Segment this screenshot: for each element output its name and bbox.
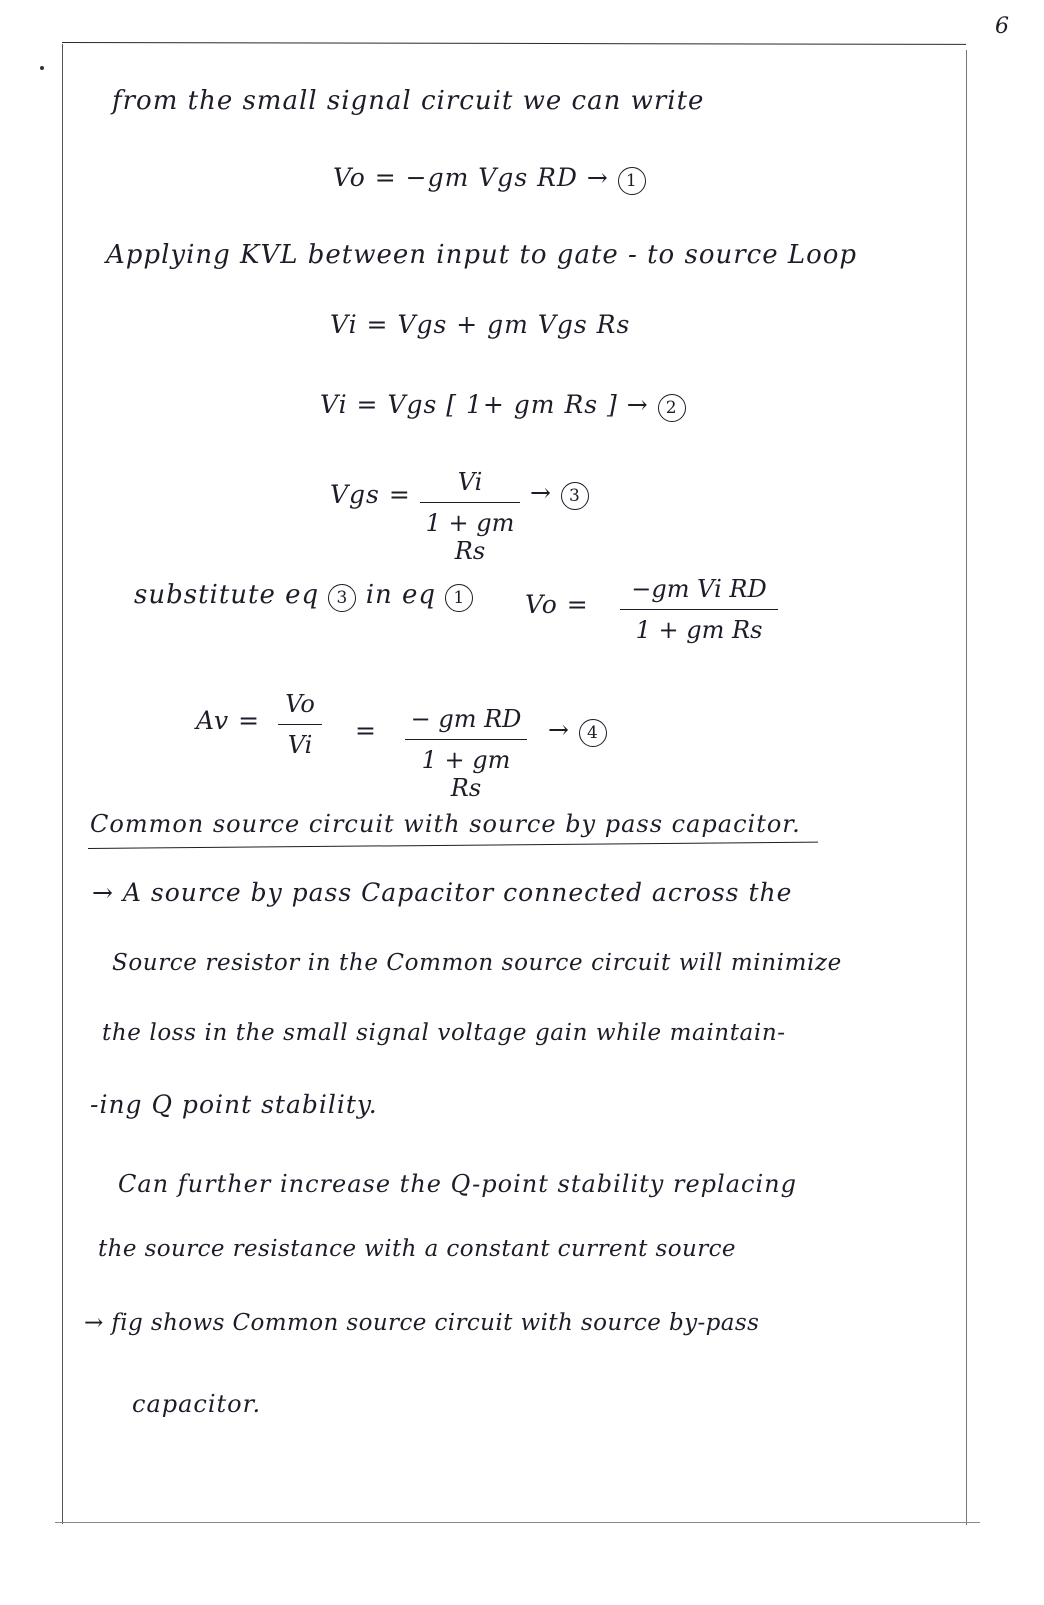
fraction-bar <box>420 502 520 503</box>
equation-4-lhs: Vgs = <box>330 480 411 509</box>
equation-5-numerator: −gm Vi RD <box>631 575 767 603</box>
margin-dot <box>40 66 44 70</box>
fraction-bar <box>278 724 322 725</box>
equation-3-text: Vi = Vgs [ 1+ gm Rs ] → <box>320 390 649 419</box>
equation-4-arrow-group <box>530 478 589 510</box>
equation-6-ratio-denominator: Vi <box>287 731 313 759</box>
paragraph-line-3: the loss in the small signal voltage gain while maintain- <box>102 1020 786 1046</box>
equation-tag-3: 3 <box>561 482 589 510</box>
equation-4-denominator: 1 + gm Rs <box>425 509 515 565</box>
equation-tag-4: 4 <box>579 719 607 747</box>
equation-1-text: Vo = −gm Vgs RD → <box>333 163 609 192</box>
equation-5-lhs: Vo = <box>525 590 589 619</box>
equation-6-fraction <box>405 705 527 802</box>
text-line-2: Applying KVL between input to gate - to source Loop <box>106 240 858 270</box>
page-number: 6 <box>995 14 1009 39</box>
fraction-bar <box>405 739 527 740</box>
paragraph-line-4: -ing Q point stability. <box>90 1090 378 1119</box>
equation-5-fraction <box>620 575 778 644</box>
equation-4-arrow: → <box>530 478 552 507</box>
equation-3 <box>320 390 686 422</box>
paragraph-line-1: → A source by pass Capacitor connected across the <box>92 878 793 907</box>
equation-1 <box>333 163 646 195</box>
equation-5-denominator: 1 + gm Rs <box>635 616 763 644</box>
paragraph-line-7: → fig shows Common source circuit with source by-pass <box>84 1310 760 1336</box>
text-line-1: from the small signal circuit we can write <box>112 86 705 116</box>
heading-underline <box>88 842 818 849</box>
paragraph-line-5: Can further increase the Q-point stability replacing <box>118 1170 797 1198</box>
paragraph-line-8: capacitor. <box>132 1390 262 1418</box>
ref-tag-1: 1 <box>445 584 473 612</box>
equation-6-equals: = <box>355 716 377 745</box>
equation-6-numerator: − gm RD <box>410 705 522 733</box>
paragraph-line-2: Source resistor in the Common source circuit will minimize <box>112 950 842 976</box>
equation-6-ratio-numerator: Vo <box>285 690 315 718</box>
equation-2: Vi = Vgs + gm Vgs Rs <box>330 310 631 339</box>
section-heading: Common source circuit with source by pass capacitor. <box>90 810 801 838</box>
fraction-bar <box>620 609 778 610</box>
substitute-text-a: substitute eq <box>134 580 320 610</box>
equation-6-denominator: 1 + gm Rs <box>421 746 511 802</box>
paragraph-line-6: the source resistance with a constant current source <box>98 1236 736 1262</box>
bottom-rule <box>55 1522 980 1523</box>
equation-6-arrow: → <box>548 715 570 744</box>
ref-tag-3: 3 <box>328 584 356 612</box>
right-margin-rule <box>966 50 967 1525</box>
equation-4-fraction <box>420 468 520 565</box>
equation-6-arrow-group <box>548 715 607 747</box>
equation-tag-2: 2 <box>658 394 686 422</box>
equation-tag-1: 1 <box>618 167 646 195</box>
left-margin-rule <box>62 44 63 1524</box>
text-line-3 <box>134 580 473 612</box>
equation-6-ratio <box>278 690 322 759</box>
substitute-text-b: in eq <box>365 580 437 610</box>
top-rule <box>62 42 966 45</box>
equation-4-numerator: Vi <box>457 468 483 496</box>
equation-6-lhs: Av = <box>196 706 261 735</box>
